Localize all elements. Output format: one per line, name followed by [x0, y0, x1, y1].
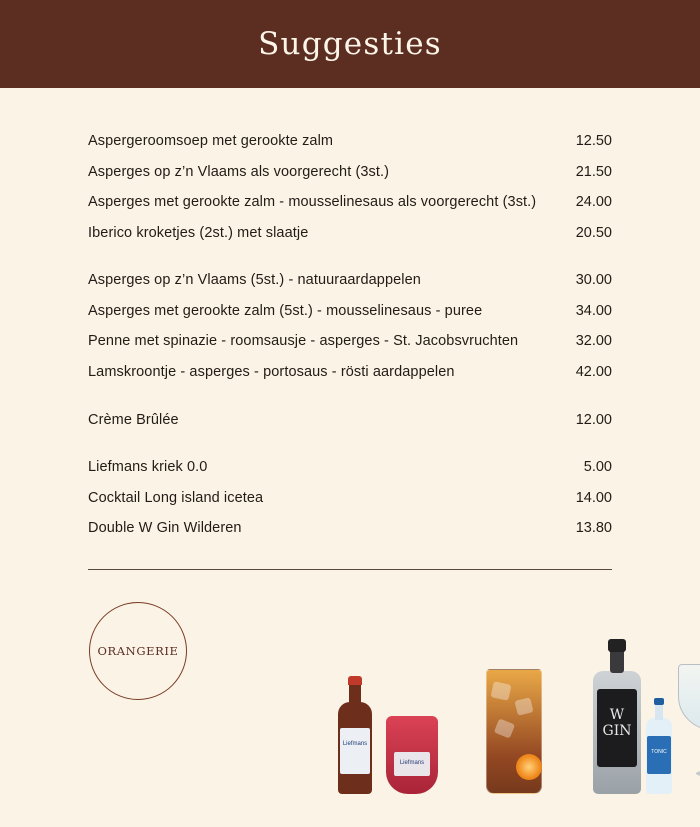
gin-bottle-label: [597, 689, 637, 767]
menu-group-drinks: [88, 458, 612, 539]
menu-item-name: Crème Brûlée: [88, 411, 179, 428]
drinks-illustration: [238, 584, 688, 804]
gin-brand-text: W GIN: [602, 706, 632, 739]
menu-item-price: 20.50: [575, 224, 612, 241]
section-divider: [88, 569, 612, 570]
menu-group-mains: [88, 271, 612, 382]
menu-item-name: Aspergeroomsoep met gerookte zalm: [88, 133, 334, 149]
beer-bottle-label: [340, 728, 370, 774]
menu-item-row: [88, 363, 612, 383]
menu-item-name: Lamskroontje - asperges - portosaus - rösti aardappelen: [88, 363, 455, 380]
tonic-brand-text: TONIC: [651, 748, 667, 755]
menu-item-row: [88, 271, 612, 291]
gintonic-glass-foot: [696, 770, 700, 777]
menu-item-row: [88, 489, 612, 509]
orange-slice-icon: [516, 754, 542, 780]
gintonic-glass-bowl: [678, 664, 700, 730]
ice-cube-icon: [491, 681, 512, 700]
tonic-bottle-label: [647, 736, 671, 774]
gin-bottle-icon: [593, 639, 641, 794]
menu-item-price: 30.00: [575, 272, 612, 289]
menu-item-price: 24.00: [575, 194, 612, 211]
page-title: Suggesties: [258, 26, 442, 62]
menu-item-price: 32.00: [575, 333, 612, 350]
menu-item-row: [88, 458, 612, 478]
menu-item-name: Liefmans kriek 0.0: [88, 459, 208, 476]
menu-item-row: [88, 163, 612, 183]
menu-item-price: 14.00: [575, 489, 612, 506]
menu-item-price: 12.50: [575, 133, 612, 149]
menu-item-name: Iberico kroketjes (2st.) met slaatje: [88, 224, 309, 241]
menu-item-name: Penne met spinazie - roomsausje - asperges - St. Jacobsvruchten: [88, 333, 519, 350]
beer-bottle-cap: [348, 676, 362, 685]
menu-item-row: [88, 193, 612, 213]
kriek-brand-text: Liefmans: [399, 759, 425, 766]
menu-group-starters: [88, 132, 612, 243]
menu-item-name: Asperges op z’n Vlaams (5st.) - natuuraardappelen: [88, 272, 421, 289]
icetea-glass-icon: [486, 669, 542, 794]
orangerie-logo: [89, 602, 187, 700]
menu-item-name: Cocktail Long island icetea: [88, 489, 264, 506]
menu-item-row: [88, 411, 612, 431]
menu-item-price: 34.00: [575, 302, 612, 319]
gin-bottle-cap: [608, 639, 626, 652]
menu-item-row: [88, 332, 612, 352]
page-header: [0, 0, 700, 88]
menu-item-price: 12.00: [575, 411, 612, 428]
menu-item-row: [88, 132, 612, 152]
menu-item-price: 21.50: [575, 163, 612, 180]
menu-item-row: [88, 224, 612, 244]
beer-brand-text: Liefmans: [342, 740, 368, 747]
menu-item-name: Asperges met gerookte zalm - mousselinesaus als voorgerecht (3st.): [88, 194, 537, 211]
menu-item-price: 42.00: [575, 363, 612, 380]
menu-item-price: 5.00: [583, 459, 612, 476]
gintonic-glass-icon: [678, 664, 700, 794]
menu-item-name: Asperges met gerookte zalm (5st.) - mousselinesaus - puree: [88, 302, 483, 319]
menu-item-name: Asperges op z’n Vlaams als voorgerecht (3st.): [88, 163, 390, 180]
menu-body: [0, 88, 700, 814]
menu-group-dessert: [88, 411, 612, 431]
menu-item-row: [88, 519, 612, 539]
tonic-bottle-cap: [654, 698, 664, 705]
menu-item-row: [88, 302, 612, 322]
menu-item-price: 13.80: [575, 520, 612, 537]
kriek-glass-icon: [386, 716, 438, 794]
kriek-glass-label: [394, 752, 430, 776]
orangerie-logo-text: ORANGERIE: [97, 643, 179, 658]
footer-area: [88, 584, 667, 814]
tonic-bottle-icon: [646, 698, 672, 794]
beer-bottle-icon: [338, 676, 372, 794]
menu-item-name: Double W Gin Wilderen: [88, 520, 242, 537]
